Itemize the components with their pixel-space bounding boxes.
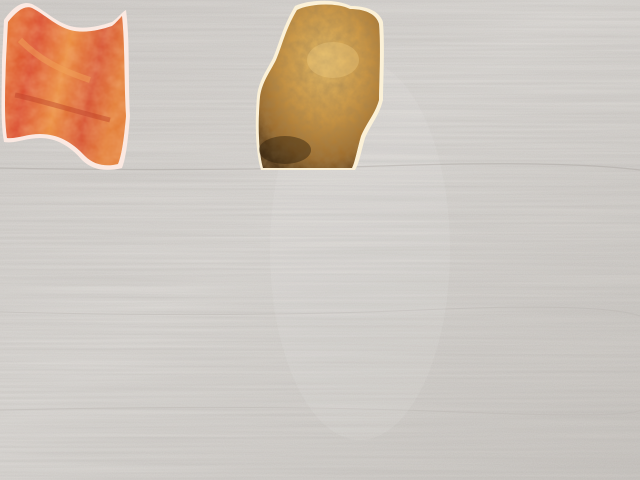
nugget-icon[interactable] — [255, 0, 385, 172]
bacon-icon[interactable] — [0, 0, 130, 172]
